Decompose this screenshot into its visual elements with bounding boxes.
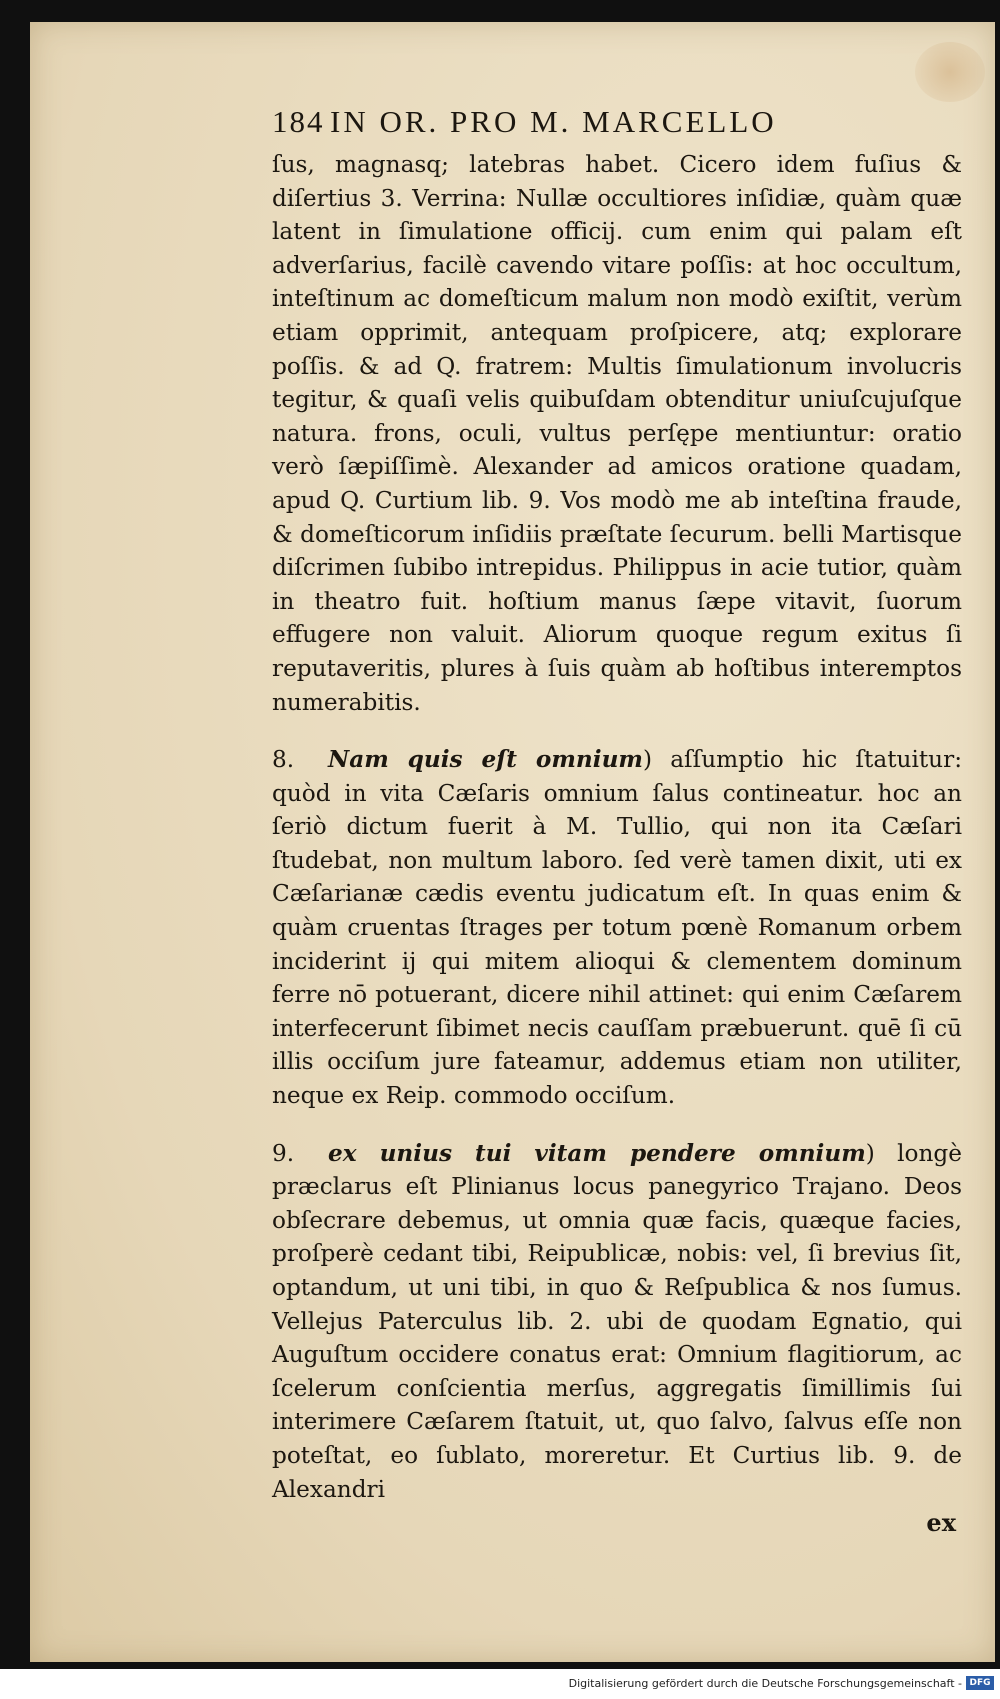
dfg-logo-icon: DFG xyxy=(966,1676,994,1690)
note-lemma: ex unius tui vitam pendere omnium xyxy=(328,1139,866,1167)
paragraph-text: ) aſſumptio hic ſtatuitur: quòd in vita Cæſaris omnium ſalus contineatur. hoc an ſeriò dictum fuerit à M. Tullio, qui non ita Cæſari ſtudebat, non multum laboro. ſed verè tamen dixit, uti ex Cæſarianæ cædis eventu judicatum eſt. In quas enim & quàm cruentas ſtrages per totum pœnè Romanum orbem inciderint ij qui mitem alioqui & clementem dominum ferre nō potuerant, dicere nihil attinet: qui enim Cæſarem interfecerunt ſibimet necis cauſſam præbuerunt. quē ſi cū illis occiſum jure fateamur, addemus etiam non utiliter, neque ex Reip. commodo occiſum. xyxy=(272,746,963,1110)
note-number: 9. xyxy=(272,1139,295,1167)
paragraph-text: ) longè præclarus eſt Plinianus locus panegyrico Trajano. Deos obſecrare debemus, ut omnia quæ facis, quæque facies, proſperè cedant tibi, Reipublicæ, nobis: vel, ſi brevius ſit, optandum, ut uni tibi, in quo & Reſpublica & nos ſumus. Vellejus Paterculus lib. 2. ubi de quodam Egnatio, qui Auguſtum occidere conatus erat: Omnium flagitiorum, ac ſcelerum conſcientia merſus, aggregatis ſimillimis ſui interimere Cæſarem ſtatuit, ut, quo ſalvo, ſalvus eſſe non poteſtat, eo ſublato, moreretur. Et Curtius lib. 9. de Alexandri xyxy=(272,1139,962,1503)
running-title: IN OR. PRO M. MARCELLO xyxy=(330,104,777,139)
book-page xyxy=(30,22,995,1662)
page-number: 184 xyxy=(272,104,325,139)
digitization-footer xyxy=(0,1669,1000,1699)
running-head xyxy=(272,100,962,148)
paragraph-text: ſus, magnasq; latebras habet. Cicero idem fuſius & diſertius 3. Verrina: Nullæ occultiores inſidiæ, quàm quæ latent in ſimulatione officij. cum enim qui palam eſt adverſarius, facilè cavendo vitare poſſis: at hoc occultum, inteſtinum ac domeſticum malum non modò exiſtit, verùm etiam opprimit, antequam proſpicere, atq; explorare poſſis. & ad Q. fratrem: Multis ſimulationum involucris tegitur, & quaſi velis quibuſdam obtenditur uniuſcujuſque natura. frons, oculi, vultus perſępe mentiuntur: oratio verò ſæpiſſimè. Alexander ad amicos oratione quadam, apud Q. Curtium lib. 9. Vos modò me ab inteſtina fraude, & domeſticorum inſidiis præſtate ſecurum. belli Martisque diſcrimen ſubibo intrepidus. Philippus in acie tutior, quàm in theatro fuit. hoſtium manus ſæpe vitavit, ſuorum effugere non valuit. Aliorum quoque regum exitus ſi reputaveritis, plures à ſuis quàm ab hoſtibus interemptos numerabitis. xyxy=(272,151,962,716)
text-block xyxy=(272,100,962,1537)
paragraph-note-9 xyxy=(272,1137,962,1507)
note-lemma: Nam quis eſt omnium xyxy=(328,746,643,774)
paragraph-continuation xyxy=(272,148,962,719)
note-number: 8. xyxy=(272,746,295,774)
funding-credit: Digitalisierung gefördert durch die Deutsche Forschungsgemeinschaft - xyxy=(568,1677,962,1690)
paper-stain xyxy=(915,42,985,102)
catchword: ex xyxy=(926,1508,956,1538)
paragraph-note-8 xyxy=(272,743,962,1113)
